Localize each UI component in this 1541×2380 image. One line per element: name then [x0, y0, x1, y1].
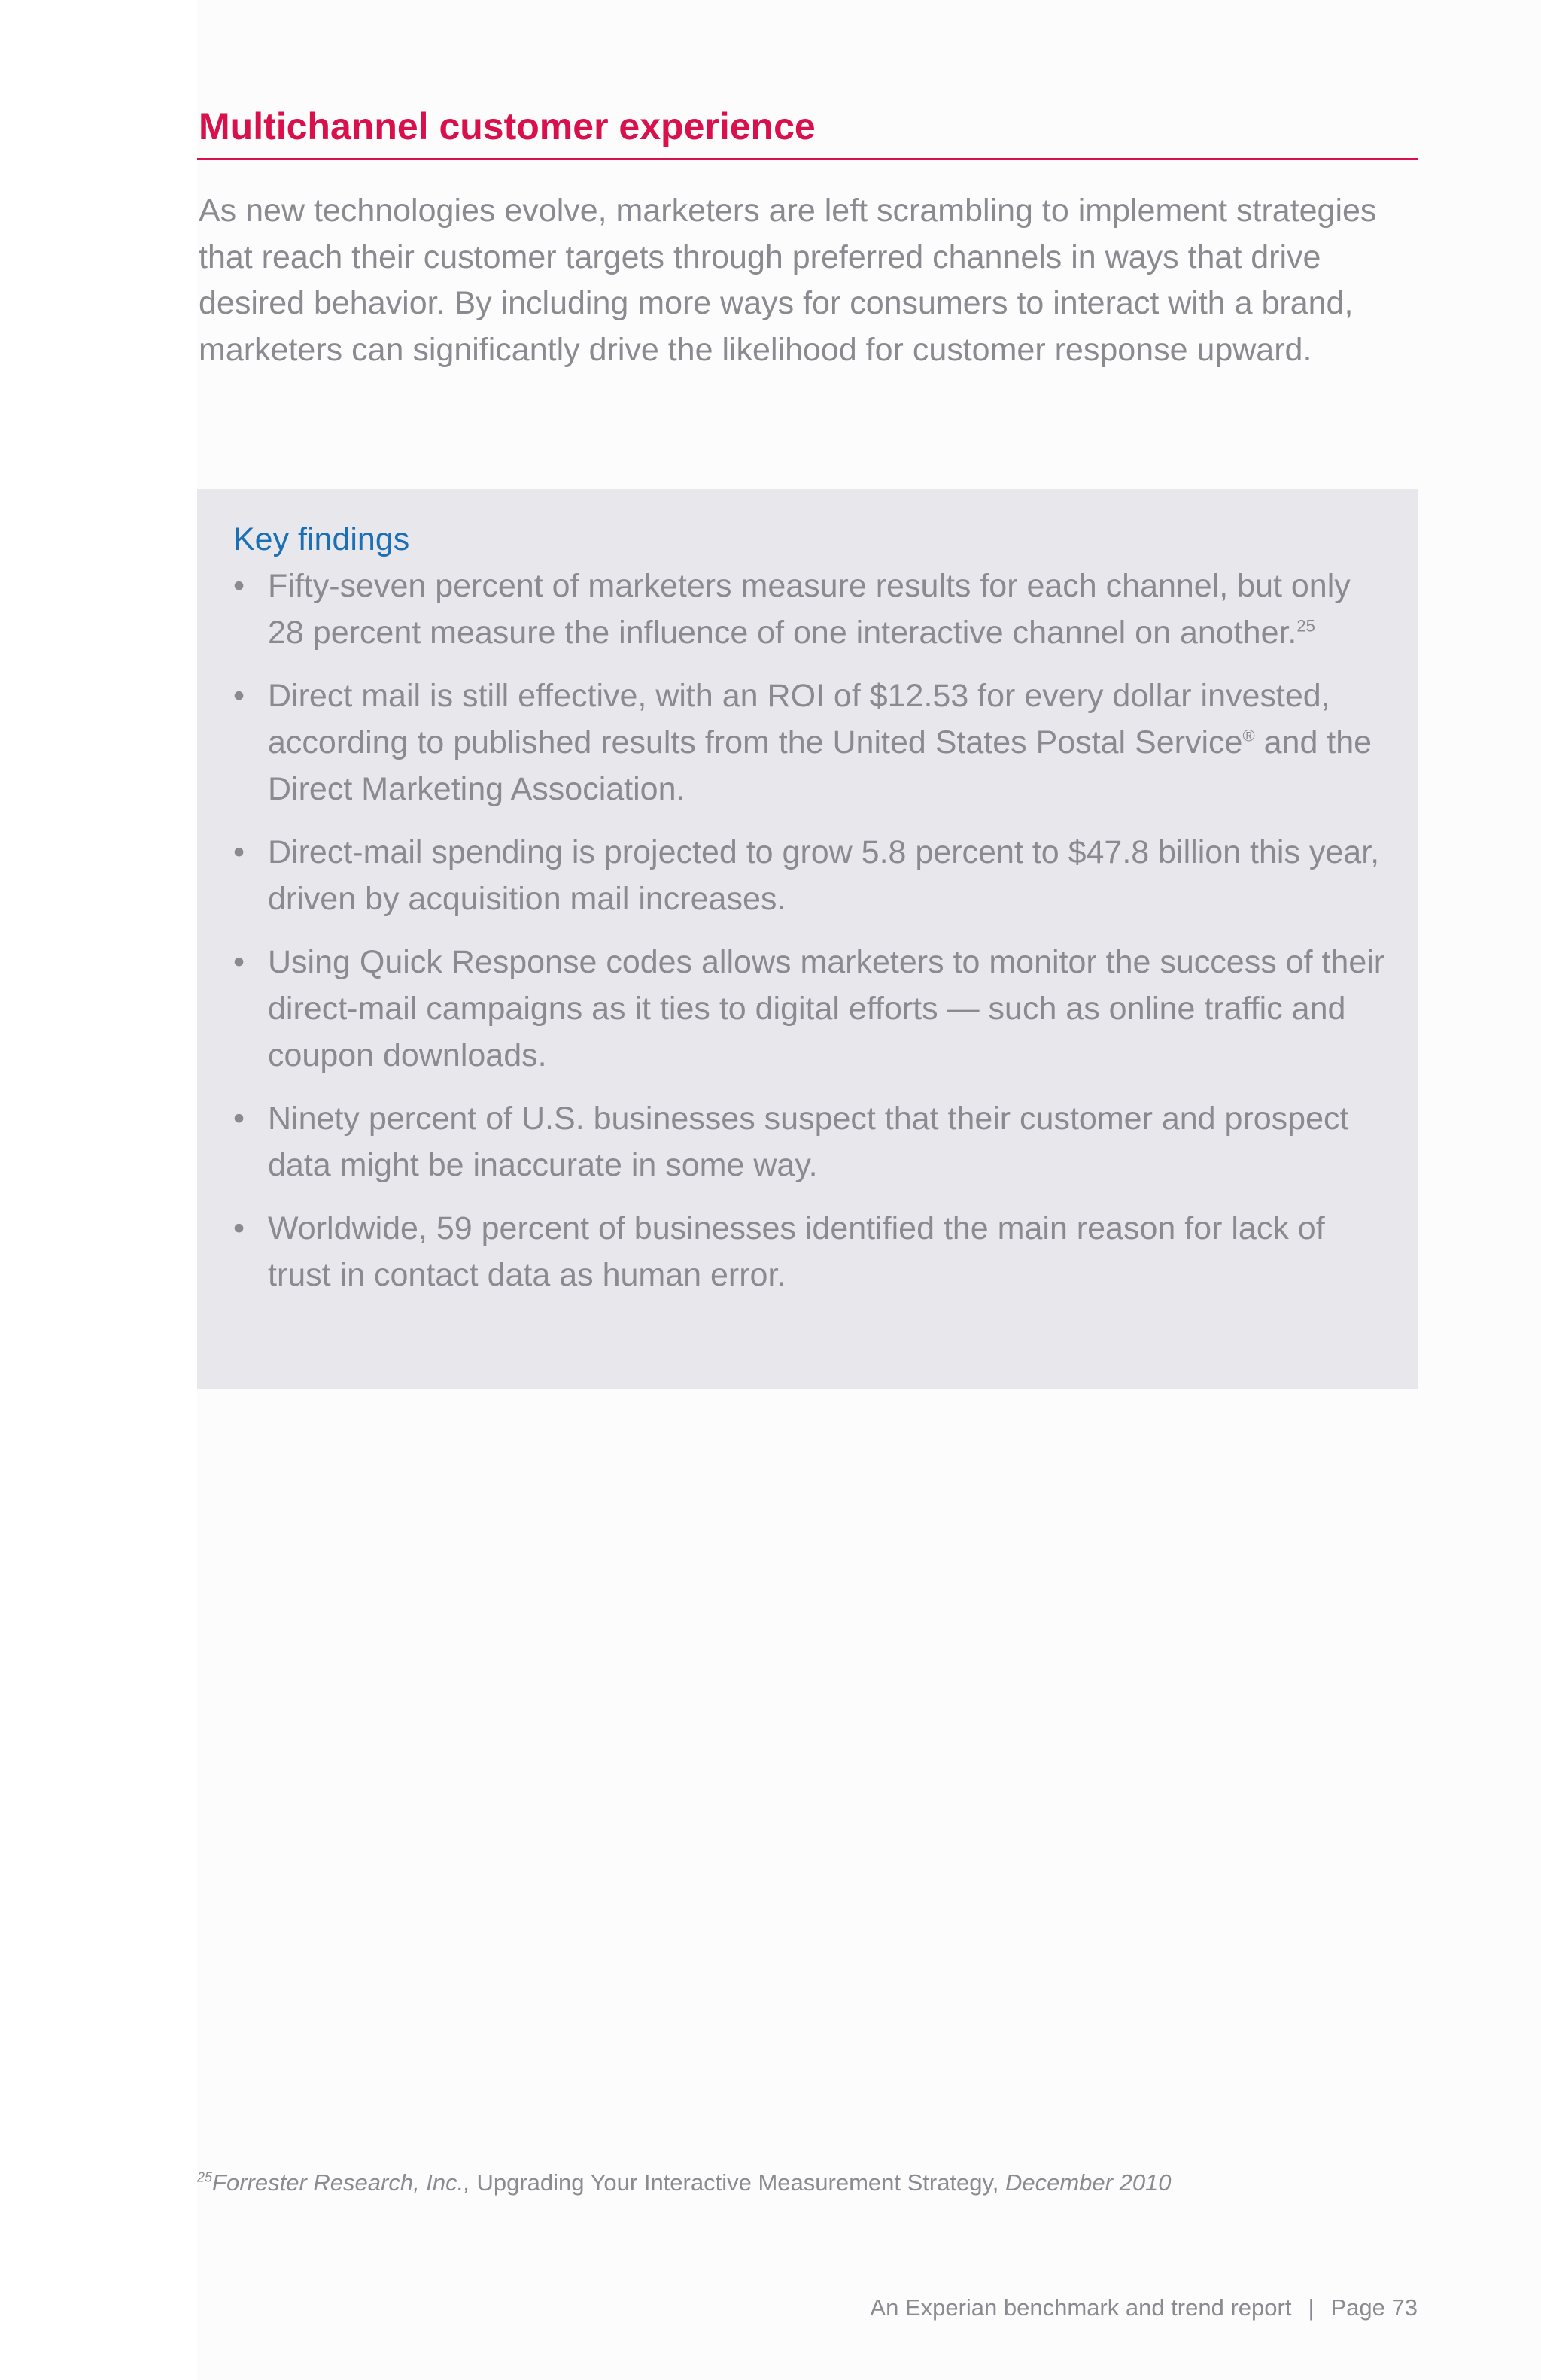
page-footer [870, 2291, 1418, 2324]
bullet-icon: • [233, 678, 245, 714]
page-number: Page 73 [1330, 2294, 1418, 2321]
intro-paragraph: As new technologies evolve, marketers are left scrambling to implement strategies that reach their customer targets through preferred channels in ways that drive desired behavior. By including more ways for consumers to interact with a brand, marketers can significantly drive the likelihood for customer response upward. [199, 193, 1377, 368]
finding-item [233, 672, 1392, 812]
bullet-icon: • [233, 568, 245, 604]
finding-text: Ninety percent of U.S. businesses suspect that their customer and prospect data might be inaccurate in some way. [268, 1100, 1349, 1183]
bullet-icon: • [233, 834, 245, 870]
footnote-publisher: Forrester Research, Inc., [212, 2169, 470, 2196]
finding-text: Fifty-seven percent of marketers measure results for each channel, but only 28 percent measure the influence of one interactive channel on another. [268, 568, 1351, 651]
footer-separator: | [1308, 2294, 1315, 2321]
bullet-icon: • [233, 1100, 245, 1137]
finding-text: Worldwide, 59 percent of businesses identified the main reason for lack of trust in contact data as human error. [268, 1210, 1325, 1293]
finding-item [233, 939, 1392, 1079]
footnote [197, 2166, 1476, 2199]
finding-text: Using Quick Response codes allows marketers to monitor the success of their direct-mail campaigns as it ties to digital efforts — such as online traffic and coupon downloads. [268, 944, 1385, 1073]
footnote-title: Upgrading Your Interactive Measurement Strategy, [470, 2169, 1005, 2196]
finding-text: Direct-mail spending is projected to grow 5.8 percent to $47.8 billion this year, driven by acquisition mail increases. [268, 834, 1380, 917]
finding-item [233, 1205, 1392, 1298]
key-findings-heading: Key findings [233, 521, 410, 557]
section-title: Multichannel customer experience [199, 105, 816, 147]
footnote-marker: 25 [1296, 616, 1315, 636]
finding-text: Direct mail is still effective, with an ROI of $12.53 for every dollar invested, according to published results from the United States Postal Service [268, 678, 1330, 760]
finding-item [233, 1095, 1392, 1188]
bullet-icon: • [233, 944, 245, 980]
footnote-date: December 2010 [1005, 2169, 1172, 2196]
bullet-icon: • [233, 1210, 245, 1246]
title-divider [197, 158, 1418, 160]
finding-text-continued: and the Direct Marketing Association. [268, 724, 1372, 807]
finding-item [233, 829, 1392, 922]
finding-item [233, 563, 1392, 656]
key-findings-list [233, 563, 1392, 1315]
registered-mark: ® [1242, 726, 1255, 745]
key-findings-box [197, 489, 1418, 1389]
report-name: An Experian benchmark and trend report [870, 2294, 1292, 2321]
footnote-number: 25 [197, 2169, 213, 2185]
